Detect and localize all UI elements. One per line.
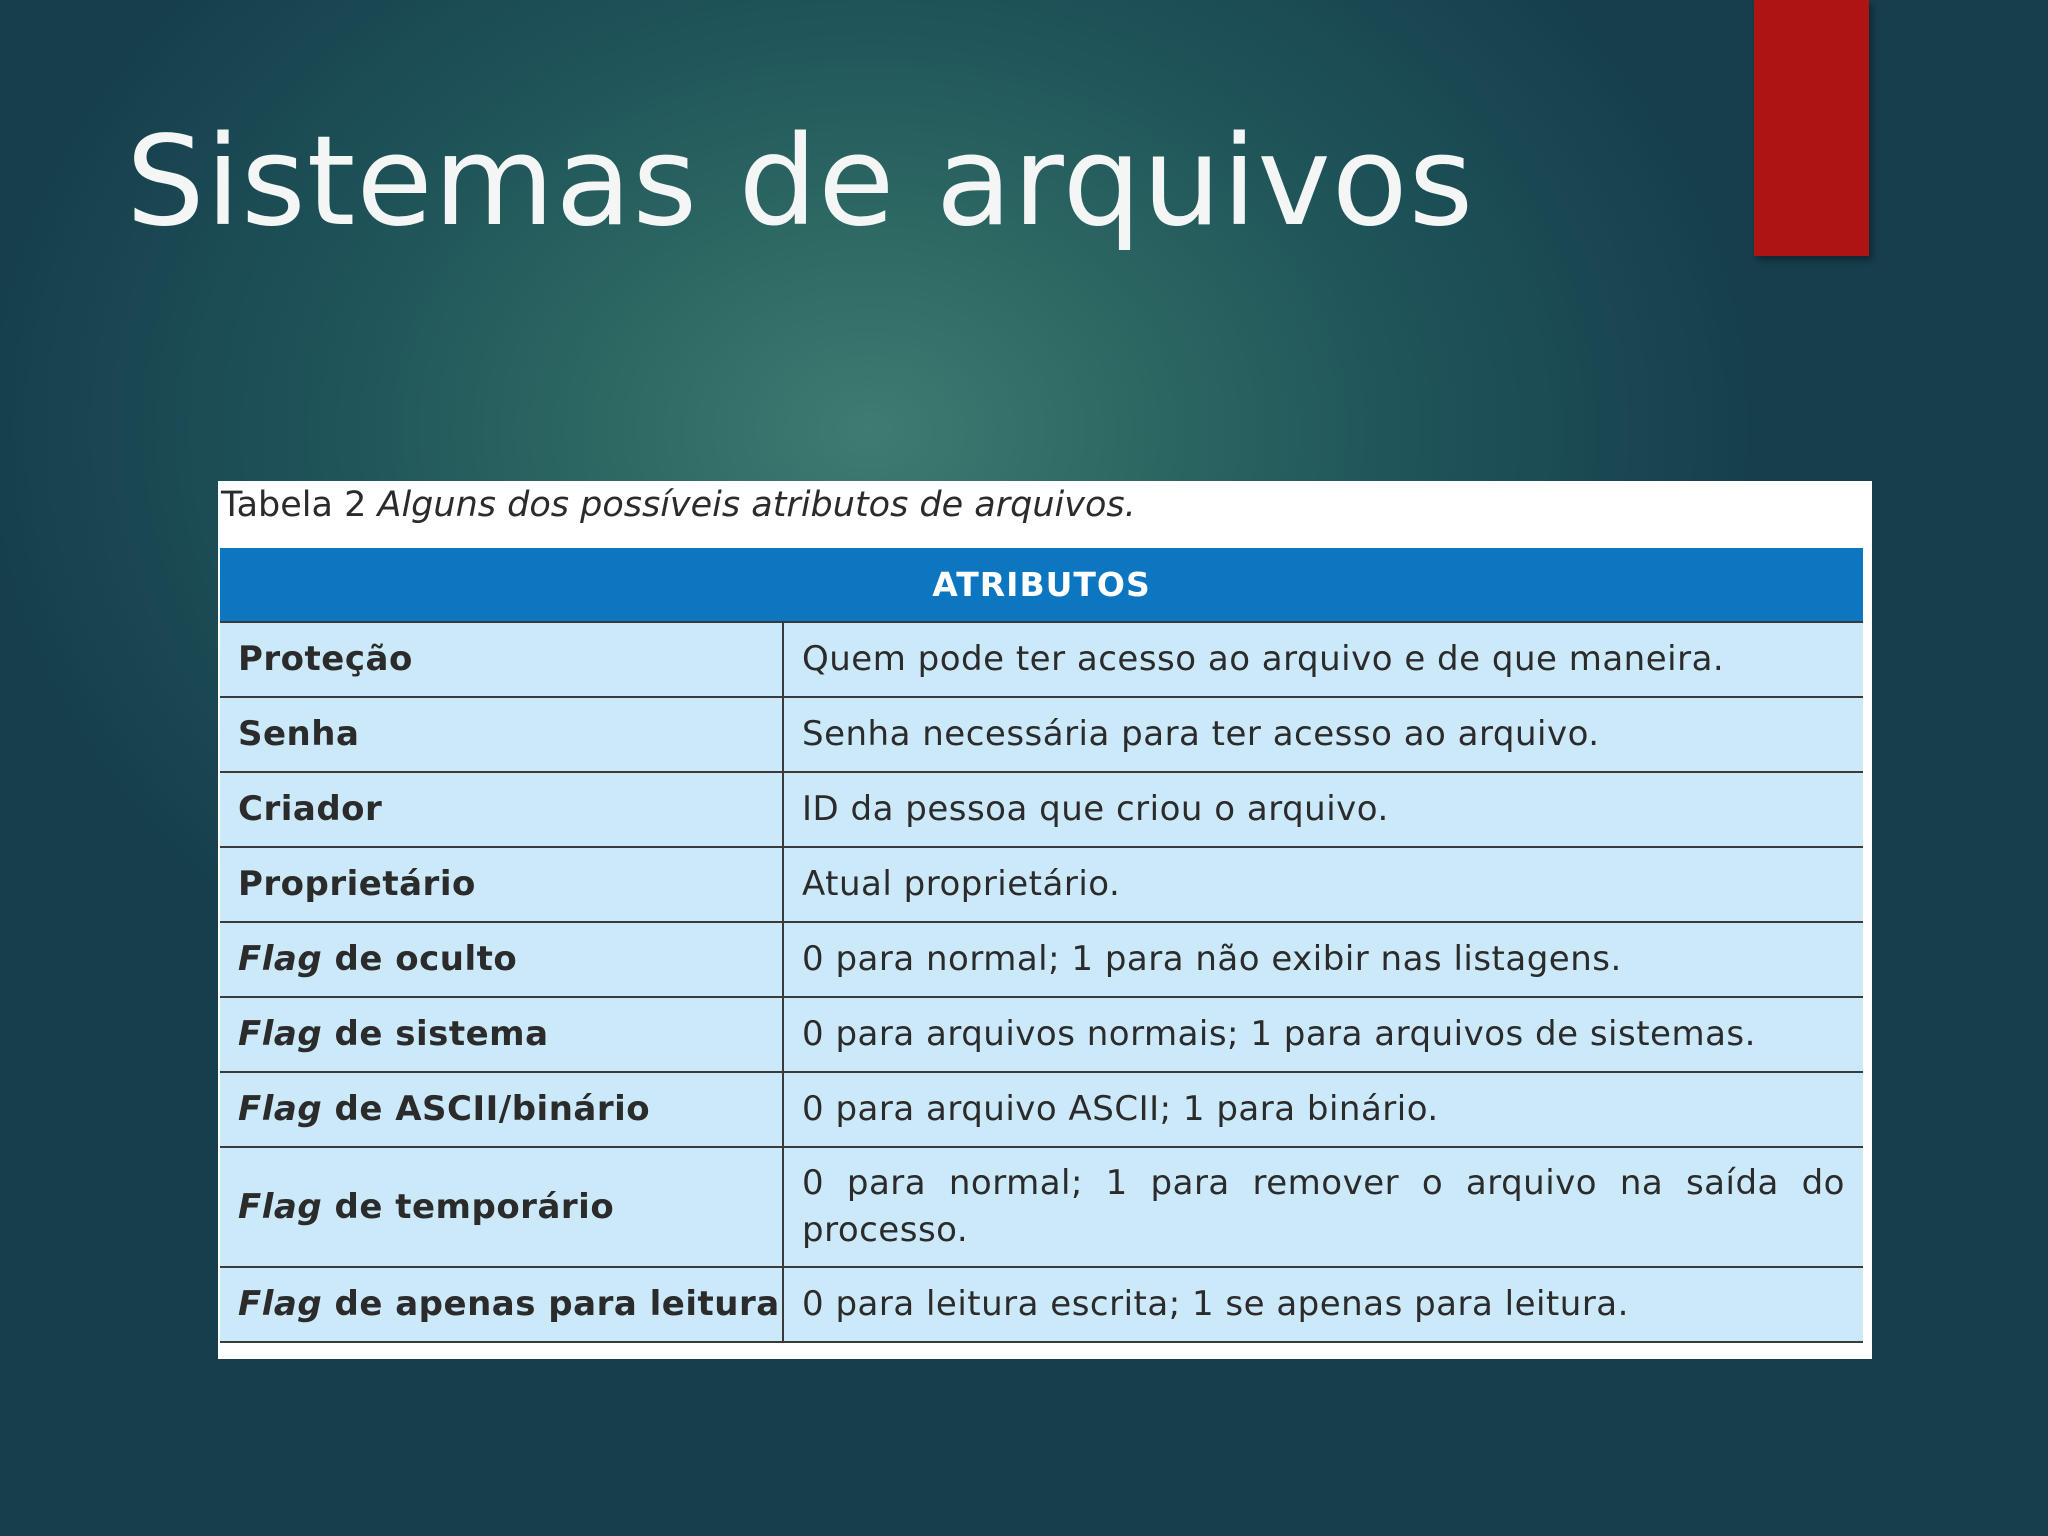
table-row [220, 697, 1863, 772]
table-row [220, 1267, 1863, 1342]
table-caption-prefix: Tabela 2 [221, 485, 367, 525]
attribute-name-text: Criador [238, 789, 383, 829]
table-caption-title: Alguns dos possíveis atributos de arquivos. [377, 485, 1136, 525]
accent-bar [1754, 0, 1869, 256]
table-header: ATRIBUTOS [220, 548, 1863, 622]
attribute-name-text: de oculto [322, 939, 518, 979]
attribute-description: ID da pessoa que criou o arquivo. [783, 772, 1863, 847]
attribute-name-text: Proprietário [238, 864, 476, 904]
attribute-description: Quem pode ter acesso ao arquivo e de que maneira. [783, 622, 1863, 697]
attribute-description: Atual proprietário. [783, 847, 1863, 922]
attribute-name [220, 847, 783, 922]
table-row [220, 997, 1863, 1072]
table-row [220, 847, 1863, 922]
flag-word: Flag [238, 1284, 323, 1324]
attribute-description: 0 para arquivo ASCII; 1 para binário. [783, 1072, 1863, 1147]
attributes-table-figure [218, 481, 1872, 1359]
table-caption [221, 485, 1136, 525]
flag-word: Flag [238, 1014, 323, 1054]
attribute-name [220, 697, 783, 772]
attribute-description: 0 para leitura escrita; 1 se apenas para leitura. [783, 1267, 1863, 1342]
table-row [220, 1072, 1863, 1147]
attribute-name [220, 1072, 783, 1147]
flag-word: Flag [238, 939, 323, 979]
attribute-name-text: Senha [238, 714, 360, 754]
attribute-description: 0 para normal; 1 para remover o arquivo na saída do processo. [783, 1147, 1863, 1267]
attribute-name [220, 997, 783, 1072]
attribute-description: Senha necessária para ter acesso ao arquivo. [783, 697, 1863, 772]
attribute-name [220, 1147, 783, 1267]
table-row [220, 772, 1863, 847]
table-row [220, 622, 1863, 697]
flag-word: Flag [238, 1089, 323, 1129]
table-header-row [220, 548, 1863, 622]
attribute-name [220, 772, 783, 847]
attributes-table [220, 548, 1863, 1343]
attribute-name-text: de sistema [322, 1014, 549, 1054]
attribute-description: 0 para normal; 1 para não exibir nas listagens. [783, 922, 1863, 997]
attribute-name [220, 1267, 783, 1342]
attribute-name-text: de apenas para leitura [322, 1284, 780, 1324]
table-row [220, 1147, 1863, 1267]
flag-word: Flag [238, 1186, 323, 1227]
attribute-name-text: de ASCII/binário [322, 1089, 651, 1129]
attribute-name-text: de temporário [322, 1186, 615, 1227]
attribute-name [220, 622, 783, 697]
attribute-description: 0 para arquivos normais; 1 para arquivos de sistemas. [783, 997, 1863, 1072]
attribute-name-text: Proteção [238, 639, 413, 679]
table-row [220, 922, 1863, 997]
attribute-name [220, 922, 783, 997]
slide-title: Sistemas de arquivos [126, 110, 1475, 254]
